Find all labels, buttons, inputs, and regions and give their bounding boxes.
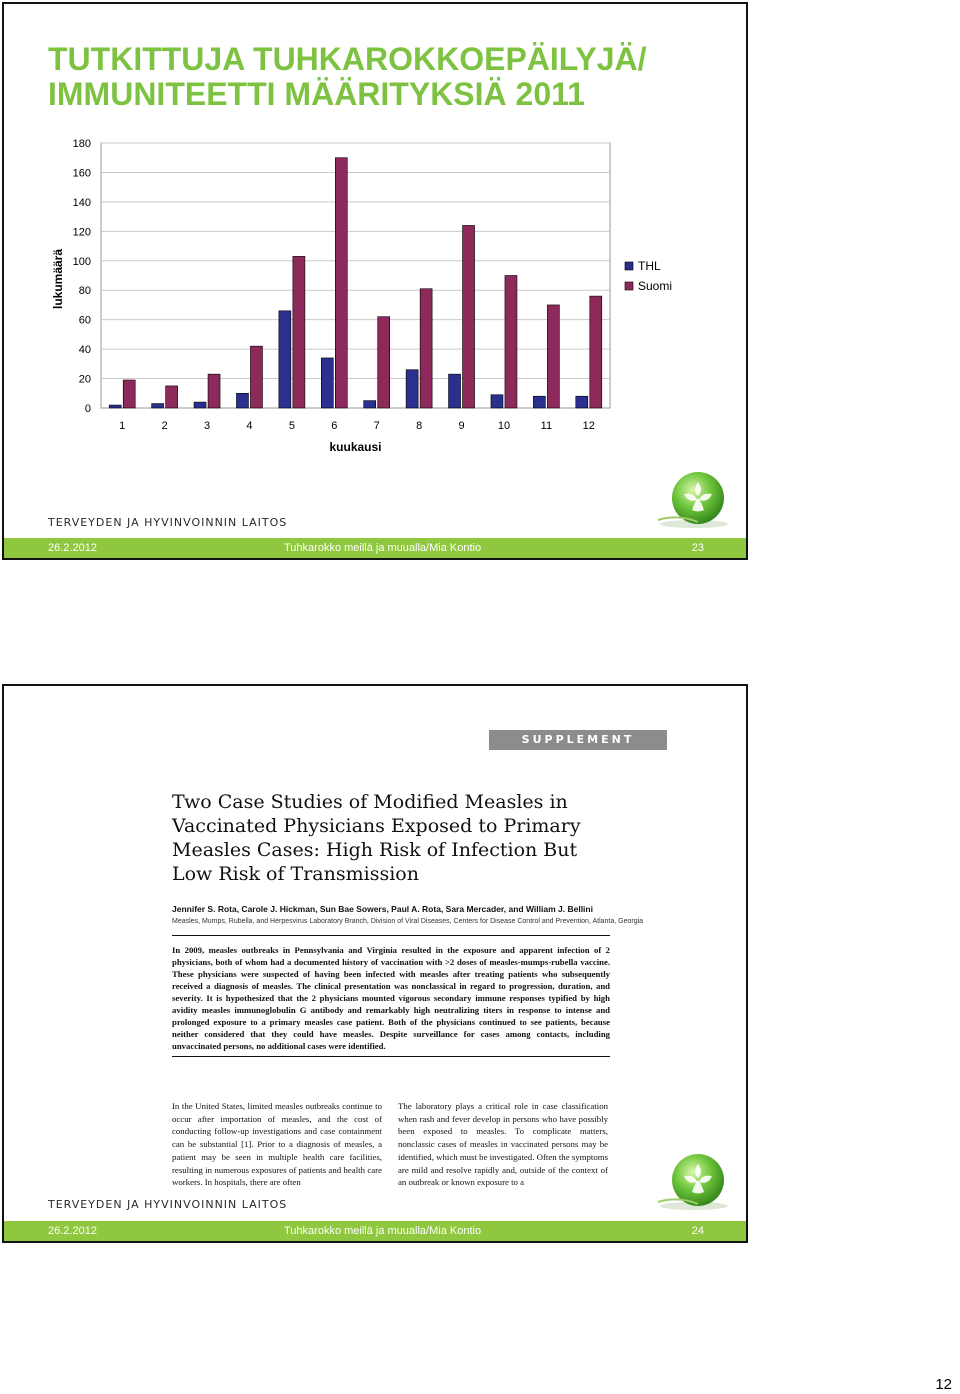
bar-thl: [194, 402, 206, 408]
bar-thl: [406, 370, 418, 408]
bar-suomi: [208, 374, 220, 408]
bar-thl: [491, 395, 503, 408]
x-axis-label: kuukausi: [329, 440, 382, 454]
organization-name: TERVEYDEN JA HYVINVOINNIN LAITOS: [48, 1198, 288, 1211]
article-title-line: Low Risk of Transmission: [172, 863, 419, 885]
title-line-1: TUTKITTUJA TUHKAROKKOEPÄILYJÄ/: [48, 41, 647, 77]
legend-label: THL: [638, 259, 661, 273]
slide-23: [2, 2, 748, 560]
y-tick-label: 40: [78, 344, 91, 357]
x-tick-label: 8: [416, 420, 423, 432]
x-tick-label: 12: [582, 420, 595, 432]
bar-suomi: [293, 256, 305, 408]
slide-footer: [4, 1221, 746, 1241]
y-tick-label: 100: [72, 255, 91, 268]
footer-date: 26.2.2012: [48, 542, 97, 554]
y-tick-label: 160: [72, 167, 91, 180]
footer-slide-number: 23: [691, 542, 704, 554]
bar-thl: [533, 396, 545, 408]
article-authors: Jennifer S. Rota, Carole J. Hickman, Sun Bae Sowers, Paul A. Rota, Sara Mercader, and William J. Bellini: [172, 904, 593, 914]
y-tick-label: 80: [78, 285, 91, 298]
bar-thl: [449, 374, 461, 408]
article-title: [172, 790, 592, 886]
legend-label: Suomi: [638, 279, 673, 293]
slide-footer: [4, 538, 746, 558]
bar-chart: [4, 4, 746, 474]
bar-thl: [576, 396, 588, 408]
bar-thl: [152, 404, 164, 408]
article-affiliation: Measles, Mumps, Rubella, and Herpesvirus Laboratory Branch, Division of Viral Diseases, Centers for Disease Control and Prevention, Atlanta, Georgia: [172, 918, 644, 925]
y-tick-label: 120: [72, 226, 91, 239]
footer-caption: Tuhkarokko meillä ja muualla/Mia Kontio: [284, 1225, 482, 1237]
bar-suomi: [547, 305, 559, 408]
bar-suomi: [505, 276, 517, 409]
article-column-left: In the United States, limited measles outbreaks continue to occur after importation of measles, and the cost of conducting follow-up investigations and case containment can be substantial [1]. Prior to a diagnosis of measles, a patient may be seen in multiple health care facilities, resulting in numerous exposures of patients and health care workers. In hospitals, there are often: [172, 1101, 382, 1188]
x-tick-label: 11: [540, 420, 553, 432]
bar-thl: [321, 358, 333, 408]
article-title-line: Vaccinated Physicians Exposed to Primary: [172, 815, 581, 837]
legend-swatch: [625, 262, 633, 270]
bar-suomi: [590, 296, 602, 408]
x-tick-label: 6: [331, 420, 338, 432]
article-title-line: Two Case Studies of Modified Measles in: [172, 791, 568, 813]
x-tick-label: 3: [203, 420, 211, 432]
y-tick-label: 140: [72, 196, 91, 209]
bar-thl: [279, 311, 291, 408]
x-tick-label: 10: [497, 420, 511, 432]
title-line-2: IMMUNITEETTI MÄÄRITYKSIÄ 2011: [48, 76, 585, 112]
article-column-right: The laboratory plays a critical role in case classification when rash and fever develop in persons who have possibly been exposed to measles. To complicate matters, nonclassic cases of measles in vaccinated persons may be identified, which must be investigated. Often the symptoms are mild and resolve rapidly and, outside of the context of an outbreak or known exposure to a: [398, 1101, 608, 1188]
y-axis-label: lukumäärä: [51, 248, 65, 310]
footer-date: 26.2.2012: [48, 1225, 97, 1237]
plot-area: [101, 143, 610, 408]
legend-swatch: [625, 282, 633, 290]
y-tick-label: 180: [72, 138, 91, 150]
bar-thl: [364, 401, 376, 408]
thl-logo-icon: [654, 466, 734, 532]
thl-logo-icon: [654, 1148, 734, 1214]
organization-name: TERVEYDEN JA HYVINVOINNIN LAITOS: [48, 516, 288, 529]
bar-suomi: [378, 317, 390, 408]
y-tick-label: 20: [78, 373, 91, 386]
bar-thl: [109, 405, 121, 408]
y-tick-label: 60: [78, 314, 91, 327]
x-tick-label: 4: [246, 420, 253, 432]
footer-caption: Tuhkarokko meillä ja muualla/Mia Kontio: [284, 542, 482, 554]
footer-slide-number: 24: [691, 1225, 704, 1237]
x-tick-label: 9: [458, 420, 465, 432]
bar-suomi: [250, 346, 262, 408]
page-number: 12: [935, 1376, 952, 1393]
x-tick-label: 2: [161, 420, 168, 432]
supplement-article-banner: SUPPLEMENT ARTICLE: [489, 730, 667, 750]
article-title-line: Measles Cases: High Risk of Infection But: [172, 839, 578, 861]
article-abstract: In 2009, measles outbreaks in Pennsylvania and Virginia resulted in the exposure and apparent infection of 2 physicians, both of whom had a documented history of vaccination with >2 doses of measles-mumps-rubella vaccine. These physicians were suspected of having been infected with measles after treating patients who subsequently received a diagnosis of measles. The clinical presentation was nonclassical in regard to progression, duration, and severity. It is hypothesized that the 2 physicians mounted vigorous secondary immune responses typified by high avidity measles immunoglobulin G antibody and remarkably high neutralizing titers in response to intense and prolonged exposure to a primary measles case patient. Both of the physicians continued to see patients, because neither considered that they could have measles. Despite surveillance for cases among contacts, including unvaccinated persons, no additional cases were identified.: [172, 945, 610, 1051]
bar-suomi: [123, 380, 135, 408]
bar-thl: [236, 393, 248, 408]
divider: [172, 935, 610, 936]
x-tick-label: 5: [288, 420, 295, 432]
bar-suomi: [335, 158, 347, 408]
x-tick-label: 1: [119, 420, 126, 432]
divider: [172, 1056, 610, 1057]
bar-suomi: [166, 386, 178, 408]
bar-suomi: [463, 225, 475, 408]
bar-suomi: [420, 289, 432, 408]
slide-24: [2, 684, 748, 1243]
y-tick-label: 0: [84, 403, 91, 415]
x-tick-label: 7: [373, 420, 380, 432]
